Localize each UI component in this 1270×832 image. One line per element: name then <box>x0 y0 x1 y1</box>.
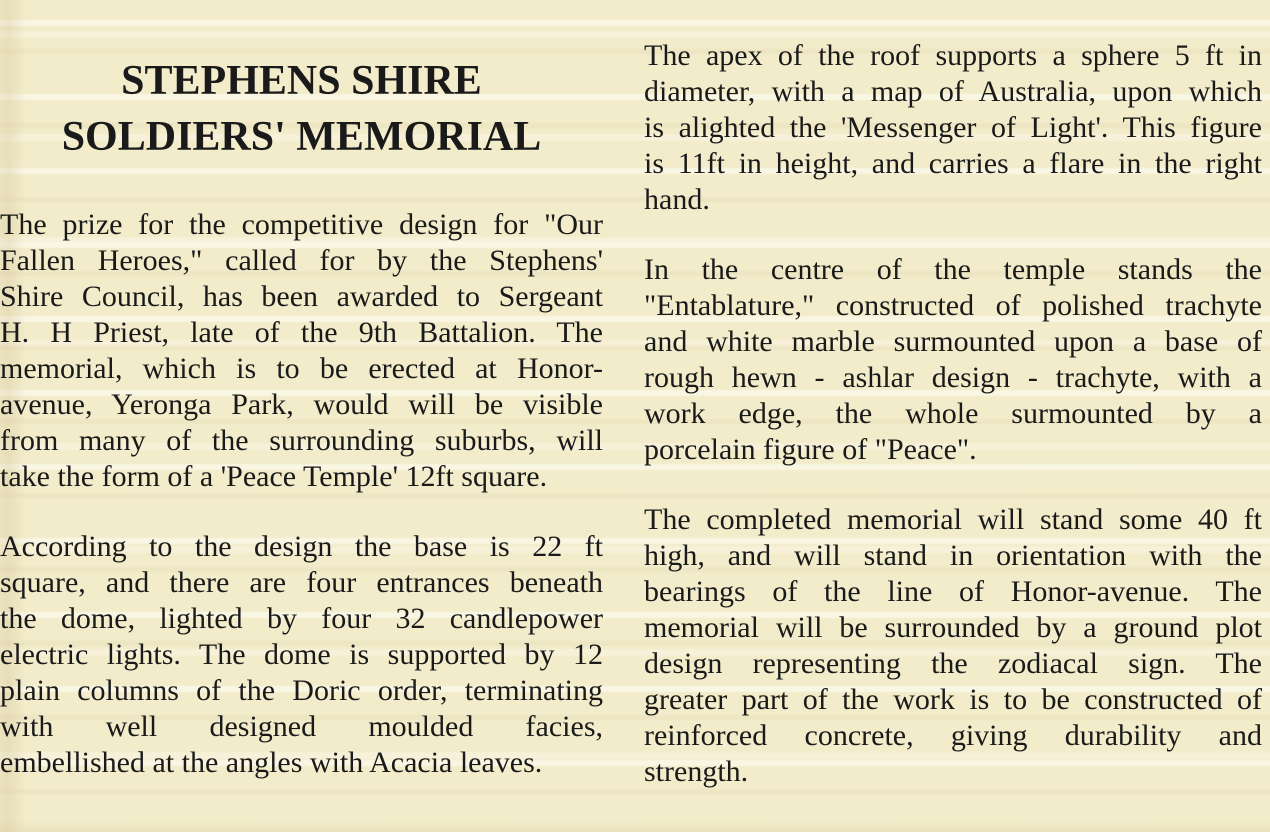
text-line: memorial will be surrounded by a ground plot <box>644 611 1262 644</box>
article-title <box>0 53 603 165</box>
text-line: bearings of the line of Honor-avenue. The <box>644 575 1262 608</box>
paragraph <box>0 207 603 495</box>
text-line: The completed memorial will stand some 40 ft <box>644 503 1262 536</box>
text-line: diameter, with a map of Australia, upon which <box>644 75 1262 108</box>
text-line: The prize for the competitive design for "Our <box>0 208 603 241</box>
text-line: hand. <box>644 183 710 216</box>
paragraph <box>644 38 1262 218</box>
text-line: According to the design the base is 22 ft <box>0 530 603 563</box>
text-line: "Entablature," constructed of polished trachyte <box>644 289 1262 322</box>
text-line: plain columns of the Doric order, terminating <box>0 674 603 707</box>
text-line: strength. <box>644 755 749 788</box>
text-line: H. H Priest, late of the 9th Battalion. The <box>0 316 603 349</box>
title-line: SOLDIERS' MEMORIAL <box>61 114 542 160</box>
text-line: porcelain figure of "Peace". <box>644 433 977 466</box>
text-line: embellished at the angles with Acacia leaves. <box>0 746 543 779</box>
paragraph <box>0 529 603 781</box>
paragraph <box>644 252 1262 468</box>
left-column <box>0 0 603 832</box>
text-line: work edge, the whole surmounted by a <box>644 397 1262 430</box>
text-line: from many of the surrounding suburbs, will <box>0 424 603 457</box>
text-line: high, and will stand in orientation with the <box>644 539 1262 572</box>
text-line: The apex of the roof supports a sphere 5 ft in <box>644 39 1262 72</box>
text-line: In the centre of the temple stands the <box>644 253 1262 286</box>
text-line: electric lights. The dome is supported by 12 <box>0 638 603 671</box>
text-line: Shire Council, has been awarded to Sergeant <box>0 280 603 313</box>
text-line: design representing the zodiacal sign. The <box>644 647 1262 680</box>
text-line: avenue, Yeronga Park, would will be visible <box>0 388 603 421</box>
text-line: is 11ft in height, and carries a flare in the right <box>644 147 1262 180</box>
text-line: is alighted the 'Messenger of Light'. This figure <box>644 111 1262 144</box>
text-line: square, and there are four entrances beneath <box>0 566 603 599</box>
right-column <box>644 0 1270 832</box>
text-line: with well designed moulded facies, <box>0 710 603 743</box>
text-line: rough hewn - ashlar design - trachyte, with a <box>644 361 1262 394</box>
text-line: reinforced concrete, giving durability and <box>644 719 1262 752</box>
title-line: STEPHENS SHIRE <box>121 58 482 104</box>
text-line: Fallen Heroes," called for by the Stephens' <box>0 244 603 277</box>
text-line: the dome, lighted by four 32 candlepower <box>0 602 603 635</box>
text-line: memorial, which is to be erected at Honor- <box>0 352 603 385</box>
text-line: greater part of the work is to be constructed of <box>644 683 1262 716</box>
paragraph <box>644 502 1262 790</box>
text-line: take the form of a 'Peace Temple' 12ft square. <box>0 460 548 493</box>
text-line: and white marble surmounted upon a base of <box>644 325 1262 358</box>
